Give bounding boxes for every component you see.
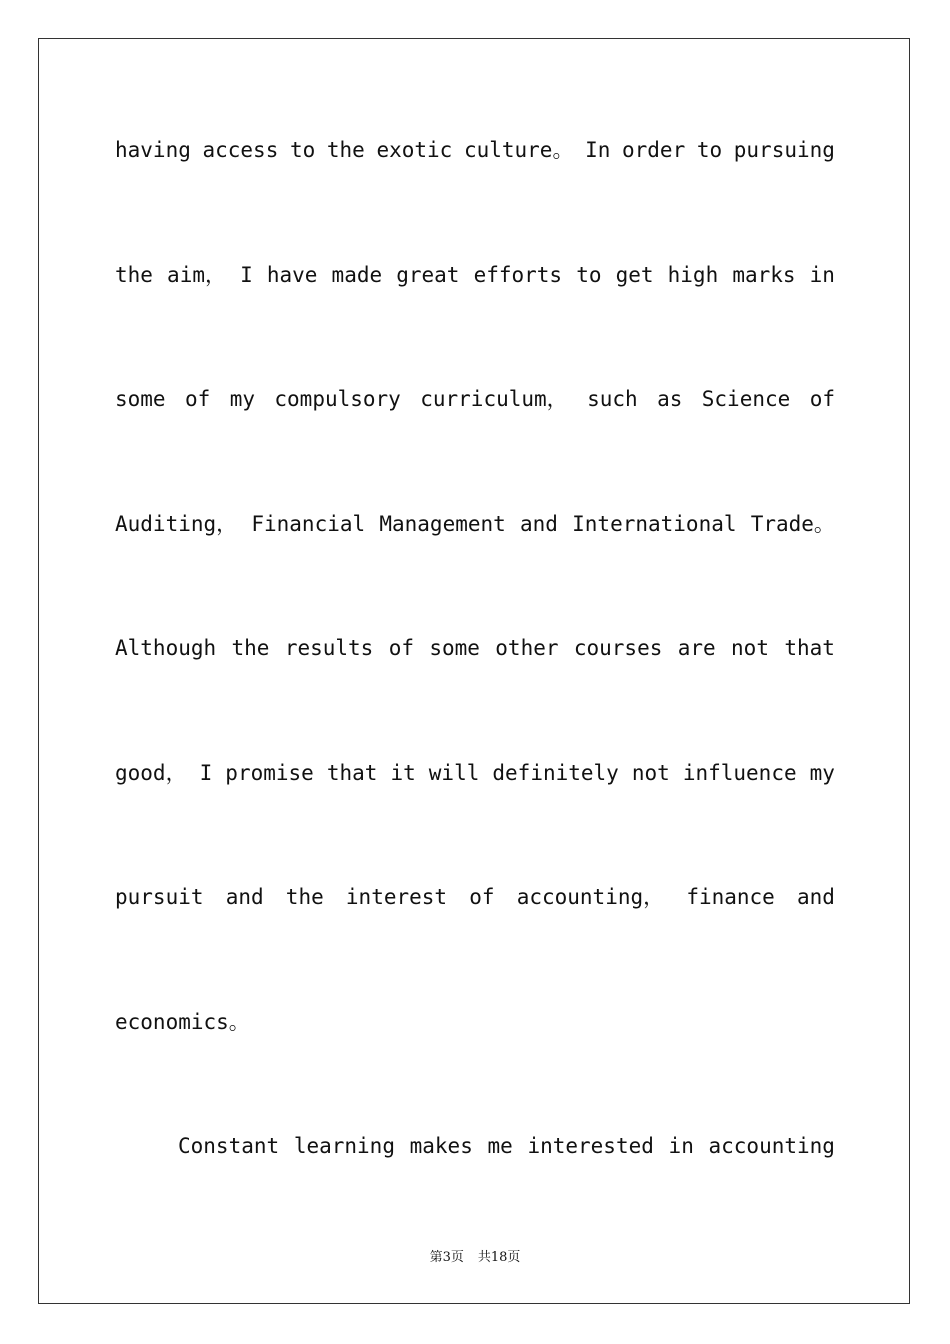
word: access: [202, 138, 279, 162]
word: it: [390, 761, 416, 785]
word: influence: [682, 761, 797, 785]
word: makes: [409, 1134, 473, 1158]
word: are: [677, 636, 716, 660]
word: that: [784, 636, 835, 660]
word: courses: [573, 636, 663, 660]
word: made: [331, 263, 383, 287]
word: Although: [115, 636, 217, 660]
page-total: 共18页: [477, 1250, 521, 1265]
word: Financial: [251, 512, 366, 536]
word: having: [115, 138, 191, 162]
word: interested: [527, 1134, 654, 1158]
word: of: [469, 885, 495, 909]
word: of: [388, 636, 414, 660]
word: interest: [345, 885, 448, 909]
word: aim，: [167, 263, 226, 287]
page-border: [38, 38, 910, 1304]
word: Management: [379, 512, 506, 536]
page-number: 第3页: [429, 1250, 464, 1265]
word: the: [231, 636, 270, 660]
word: get: [615, 263, 654, 287]
word: great: [396, 263, 460, 287]
word: to: [289, 138, 316, 162]
word: not: [631, 761, 670, 785]
word: and: [520, 512, 558, 536]
word: Auditing，: [115, 512, 238, 536]
word: marks: [732, 263, 796, 287]
word: order: [622, 138, 686, 162]
word: good，: [115, 761, 187, 785]
word: accounting，: [516, 885, 665, 909]
word: other: [495, 636, 559, 660]
word: my: [229, 387, 255, 411]
word: Trade。: [750, 512, 835, 536]
word: some: [115, 387, 166, 411]
text-line: [115, 260, 835, 290]
word: will: [428, 761, 480, 785]
page-footer: [0, 1246, 950, 1265]
word: In: [585, 138, 611, 162]
word: definitely: [492, 761, 619, 785]
word: and: [797, 885, 835, 909]
word: pursuit: [115, 885, 204, 909]
word: Science: [701, 387, 791, 411]
word: finance: [686, 885, 775, 909]
word: such: [587, 387, 638, 411]
word: have: [266, 263, 318, 287]
word: that: [326, 761, 378, 785]
word: promise: [225, 761, 314, 785]
word: of: [184, 387, 211, 411]
text-line-last: [115, 1007, 835, 1037]
word: in: [809, 263, 835, 287]
text-line: [115, 882, 835, 912]
word: Constant: [178, 1134, 280, 1158]
word: efforts: [473, 263, 563, 287]
word: to: [576, 263, 602, 287]
word: me: [487, 1134, 513, 1158]
word: International: [572, 512, 737, 536]
word: in: [668, 1134, 694, 1158]
word: of: [809, 387, 835, 411]
text-line: [115, 633, 835, 663]
word: compulsory: [274, 387, 401, 411]
word: curriculum，: [420, 387, 568, 411]
word: accounting: [708, 1134, 835, 1158]
word: I: [199, 761, 213, 785]
word: my: [809, 761, 835, 785]
word: not: [731, 636, 769, 660]
word: economics。: [115, 1010, 250, 1034]
word: culture。: [463, 138, 574, 162]
word: the: [326, 138, 365, 162]
word: the: [115, 263, 153, 287]
word: learning: [293, 1134, 395, 1158]
word: results: [284, 636, 374, 660]
text-line: [115, 384, 835, 414]
word: I: [240, 263, 253, 287]
word: pursuing: [733, 138, 835, 162]
text-line: [115, 135, 835, 165]
word: some: [429, 636, 480, 660]
text-line: [115, 758, 835, 788]
paragraph-first-line: [115, 1131, 835, 1161]
word: exotic: [376, 138, 453, 162]
word: as: [657, 387, 683, 411]
word: high: [667, 263, 719, 287]
text-line: [115, 509, 835, 539]
word: and: [225, 885, 264, 909]
word: to: [696, 138, 723, 162]
word: the: [285, 885, 324, 909]
